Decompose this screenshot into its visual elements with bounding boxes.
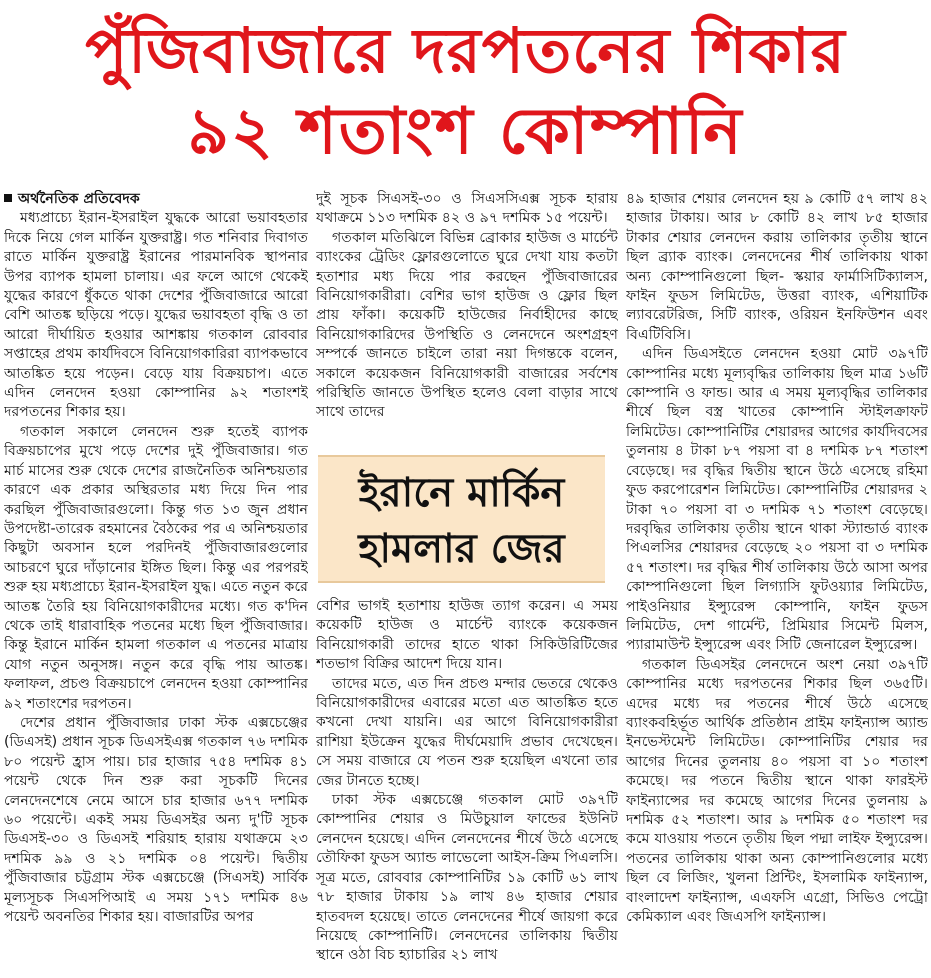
pullquote-box <box>318 455 605 583</box>
column-3 <box>626 190 928 976</box>
pullquote-line-2: হামলার জের <box>358 526 565 572</box>
headline-line-1: পুঁজিবাজারে দরপতনের শিকার <box>85 14 846 87</box>
paragraph: তাদের মতে, এত দিন প্রচণ্ড মন্দার ভেতরে থেকেও বিনিয়োগকারীদের এবারের মতো এত আতঙ্কিত হতে কখনো দেখা যায়নি। এর আগে বিনিয়োগকারীরা রাশিয়া ইউক্রেন যুদ্ধের দীর্ঘমেয়াদি প্রভাব দেখেছেন। সে সময় বাজারে যে পতন শুরু হয়েছিল এখনো তার জের টানতে হচ্ছে। <box>316 675 618 789</box>
paragraph: বেশির ভাগই হতাশায় হাউজ ত্যাগ করেন। এ সময় কয়েকটি হাউজ ও মার্চেন্ট ব্যাংকে কয়েকজন বিনিয়োগকারী তাদের হাতে থাকা সিকিউরিটিজের শতভাগ বিক্রির আদেশ দিয়ে যান। <box>316 598 618 673</box>
column-2-bottom <box>316 597 618 977</box>
paragraph: গতকাল মতিঝিলে বিভিন্ন ব্রোকার হাউজ ও মার্চেন্ট ব্যাংকের ট্রেডিং ফ্লোরগুলোতে ঘুরে দেখা যায় কতটা হতাশার মধ্য দিয়ে পার করছেন পুঁজিবাজারের বিনিয়োগকারীরা। বেশির ভাগ হাউজ ও ফ্লোর ছিল প্রায় ফাঁকা। কয়েকটি হাউজের নির্বাহীদের কাছে বিনিয়োগকারিদের উপস্থিতি ও লেনদেনে অংশগ্রহণ সম্পর্কে জানতে চাইলে তারা নয়া দিগন্তকে বলেন, সকালে কয়েকজন বিনিয়োগকারী বাজারের সর্বশেষ পরিস্থিতি জানতে উপস্থিত হলেও বেলা বাড়ার সাথে সাথে তাদের <box>316 229 618 421</box>
paragraph: ঢাকা স্টক এক্সচেঞ্জে গতকাল মোট ৩৯৭টি কোম্পানির শেয়ার ও মিউচুয়াল ফান্ডের ইউনিট লেনদেন হয়েছে। এদিন লেনদেনের শীর্ষে উঠে এসেছে তৌফিকা ফুডস অ্যান্ড লাভেলো আইস-ক্রিম পিএলসি। সূত্র মতে, রোববার কোম্পানিটির ১৯ কোটি ৬১ লাখ ৭৮ হাজার টাকায় ১৯ লাখ ৪৬ হাজার শেয়ার হাতবদল হয়েছে। তাতে লেনদেনের শীর্ষে জায়গা করে নিয়েছে কোম্পানিটি। লেনদেনের তালিকায় দ্বিতীয় স্থানে ওঠা বিচ হ্যাচারির ২১ লাখ <box>316 792 618 964</box>
paragraph: গতকাল সকালে লেনদেন শুরু হতেই ব্যাপক বিক্রয়চাপের মুখে পড়ে দেশের দুই পুঁজিবাজার। গত মার্চ মাসের শুরু থেকে দেশের রাজনৈতিক অনিশ্চয়তার কারণে এক প্রকার অস্থিরতার মধ্য দিয়ে দিন পার করছিল পুঁজিবাজারগুলো। কিন্তু গত ১৩ জুন প্রধান উপদেষ্টা-তারেক রহমানের বৈঠকের পর এ অনিশ্চয়তার কিছুটা অবসান হলে পরদিনই পুঁজিবাজারগুলোর আচরণে ঘুরে দাঁড়ানোর ইঙ্গিত ছিল। কিন্তু এর পরপরই শুরু হয় মধ্যপ্রাচ্যে ইরান-ইসরাইল যুদ্ধ। এতে নতুন করে আতঙ্ক তৈরি হয় বিনিয়োগকারীদের মধ্যে। গত ক'দিন থেকে তাই ধারাবাহিক পতনের মধ্যে ছিল পুঁজিবাজার। কিন্তু ইরানে মার্কিন হামলা গতকাল এ পতনের মাত্রায় যোগ নতুন অনুসঙ্গ। নতুন করে বৃদ্ধি পায় আতঙ্ক। ফলাফল, প্রচণ্ড বিক্রয়চাপে লেনদেন হওয়া কোম্পানির ৯২ শতাংশের দরপতন। <box>4 423 308 712</box>
byline-text: অর্থনৈতিক প্রতিবেদক <box>18 191 140 207</box>
byline <box>4 190 308 209</box>
paragraph: ৪৯ হাজার শেয়ার লেনদেন হয় ৯ কোটি ৫৭ লাখ ৪২ হাজার টাকায়। আর ৮ কোটি ৪২ লাখ ৮৫ হাজার টাকার শেয়ার লেনদেন করায় তালিকার তৃতীয় স্থানে ছিল ব্র্যাক ব্যাংক। লেনদেনের শীর্ষ তালিকায় থাকা অন্য কোম্পানিগুলো ছিল- স্কয়ার ফার্মাসিটিক্যালস, ফাইন ফুডস লিমিটেড, উত্তরা ব্যাংক, এশিয়াটিক ল্যাবরেটরিজ, সিটি ব্যাংক, ওরিয়ন ইনফিউশন এবং বিএটিবিসি। <box>626 191 928 343</box>
pullquote-line-1: ইরানে মার্কিন <box>358 470 565 516</box>
paragraph: দেশের প্রধান পুঁজিবাজার ঢাকা স্টক এক্সচেঞ্জের (ডিএসই) প্রধান সূচক ডিএসইএক্স গতকাল ৭৬ দশমিক ৮০ পয়েন্ট হ্রাস পায়। চার হাজার ৭৫৪ দশমিক ৪১ পয়েন্ট থেকে দিন শুরু করা সূচকটি দিনের লেনদেনশেষে নেমে আসে চার হাজার ৬৭৭ দশমিক ৬০ পয়েন্টে। একই সময় ডিএসইর অন্য দু'টি সূচক ডিএসই-৩০ ও ডিএসই শরিয়াহ হারায় যথাক্রমে ২৩ দশমিক ৯৯ ও ২১ দশমিক ০৪ পয়েন্ট। দ্বিতীয় পুঁজিবাজার চট্টগ্রাম স্টক এক্সচেঞ্জে (সিএসই) সার্বিক মূল্যসূচক সিএসপিআই এ সময় ১৭১ দশমিক ৪৬ পয়েন্ট অবনতির শিকার হয়। বাজারটির অপর <box>4 714 308 926</box>
paragraph: মধ্যপ্রাচ্যে ইরান-ইসরাইল যুদ্ধকে আরো ভয়াবহতার দিকে নিয়ে গেল মার্কিন যুক্তরাষ্ট্র। গত শনিবার দিবাগত রাতে মার্কিন যুক্তরাষ্ট্র ইরানের পারমানবিক স্থাপনার উপর ব্যাপক হামলা চালায়। এর ফলে আগে থেকেই যুদ্ধের কারণে ধুঁকতে থাকা দেশের পুঁজিবাজারে আরো বেশি আতঙ্ক ছড়িয়ে পড়ে। যুদ্ধের ভয়াবহতা বৃদ্ধি ও তা আরো দীর্ঘায়িত হওয়ার আশঙ্কায় গতকাল রোববার সপ্তাহের প্রথম কার্যদিবসে বিনিয়োগকারিরা ব্যাপকভাবে আতঙ্কিত হয়ে পড়েন। বেড়ে যায় বিক্রয়চাপ। এতে এদিন লেনদেন হওয়া কোম্পানির ৯২ শতাংশই দরপতনের শিকার হয়। <box>4 210 308 421</box>
paragraph: এদিন ডিএসইতে লেনদেন হওয়া মোট ৩৯৭টি কোম্পানির মধ্যে মূল্যবৃদ্ধির তালিকায় ছিল মাত্র ১৬টি কোম্পানি ও ফান্ড। আর এ সময় মূল্যবৃদ্ধির তালিকার শীর্ষে ছিল বস্ত্র খাতের কোম্পানি স্টাইলক্রাফট লিমিটেড। কোম্পানিটির শেয়ারদর আগের কার্যদিবসের তুলনায় ৪ টাকা ৮৭ পয়সা বা ৪ দশমিক ৮৭ শতাংশ বেড়েছে। দর বৃদ্ধির দ্বিতীয় স্থানে উঠে এসেছে রহিমা ফুড করপোরেশন লিমিটেড। কোম্পানিটির শেয়ারদর ২ টাকা ৭০ পয়সা বা ৩ দশমিক ৭১ শতাংশ বেড়েছে। দরবৃদ্ধির তালিকায় তৃতীয় স্থানে থাকা স্ট্যান্ডার্ড ব্যাংক পিএলসির শেয়ারদর বেড়েছে ২০ পয়সা বা ৩ দশমিক ৫৭ শতাংশ। দর বৃদ্ধির শীর্ষ তালিকায় উঠে আসা অপর কোম্পানিগুলো ছিল লিগ্যাসি ফুটওয়্যার লিমিটেড, পাইওনিয়ার ইন্স্যুরেন্স কোম্পানি, ফাইন ফুডস লিমিটেড, দেশ গার্মেন্ট, প্রিমিয়ার সিমেন্ট মিলস, প্যারামাউন্ট ইন্স্যুরেন্স এবং সিটি জেনারেল ইন্স্যুরেন্স। <box>626 346 928 654</box>
column-1 <box>4 190 308 976</box>
square-bullet-icon <box>4 194 12 202</box>
headline-line-2: ৯২ শতাংশ কোম্পানি <box>187 95 744 169</box>
column-2-top <box>316 190 618 455</box>
paragraph: গতকাল ডিএসইর লেনদেনে অংশ নেয়া ৩৯৭টি কোম্পানির মধ্যে দরপতনের শিকার ছিল ৩৬৫টি। এদের মধ্যে দর পতনের শীর্ষে উঠে এসেছে ব্যাংকবহির্ভূত আর্থিক প্রতিষ্ঠান প্রাইম ফাইন্যান্স অ্যান্ড ইনভেস্টমেন্ট লিমিটেড। কোম্পানিটির শেয়ার দর আগের দিনের তুলনায় ৪০ পয়সা বা ১০ শতাংশ কমেছে। দর পতনে দ্বিতীয় স্থানে থাকা ফারইস্ট ফাইন্যান্সের দর কমেছে আগের দিনের তুলনায় ৯ দশমিক ৫২ শতাংশ। আর ৯ দশমিক ৫০ শতাংশ দর কমে যাওয়ায় পতনে তৃতীয় ছিল পদ্মা লাইফ ইন্স্যুরেন্স। পতনের তালিকায় থাকা অন্য কোম্পানিগুলোর মধ্যে ছিল বে লিজিং, খুলনা প্রিন্টিং, ইসলামিক ফাইন্যান্স, বাংলাদেশ ফাইন্যান্স, এএফসি এগ্রো, সিভিও পেট্রো কেমিক্যাল এবং জিএসপি ফাইন্যান্স। <box>626 656 928 926</box>
paragraph: দুই সূচক সিএসই-৩০ ও সিএসসিএক্স সূচক হারায় যথাক্রমে ১১৩ দশমিক ৪২ ও ৯৭ দশমিক ১৫ পয়েন্ট। <box>316 191 618 227</box>
